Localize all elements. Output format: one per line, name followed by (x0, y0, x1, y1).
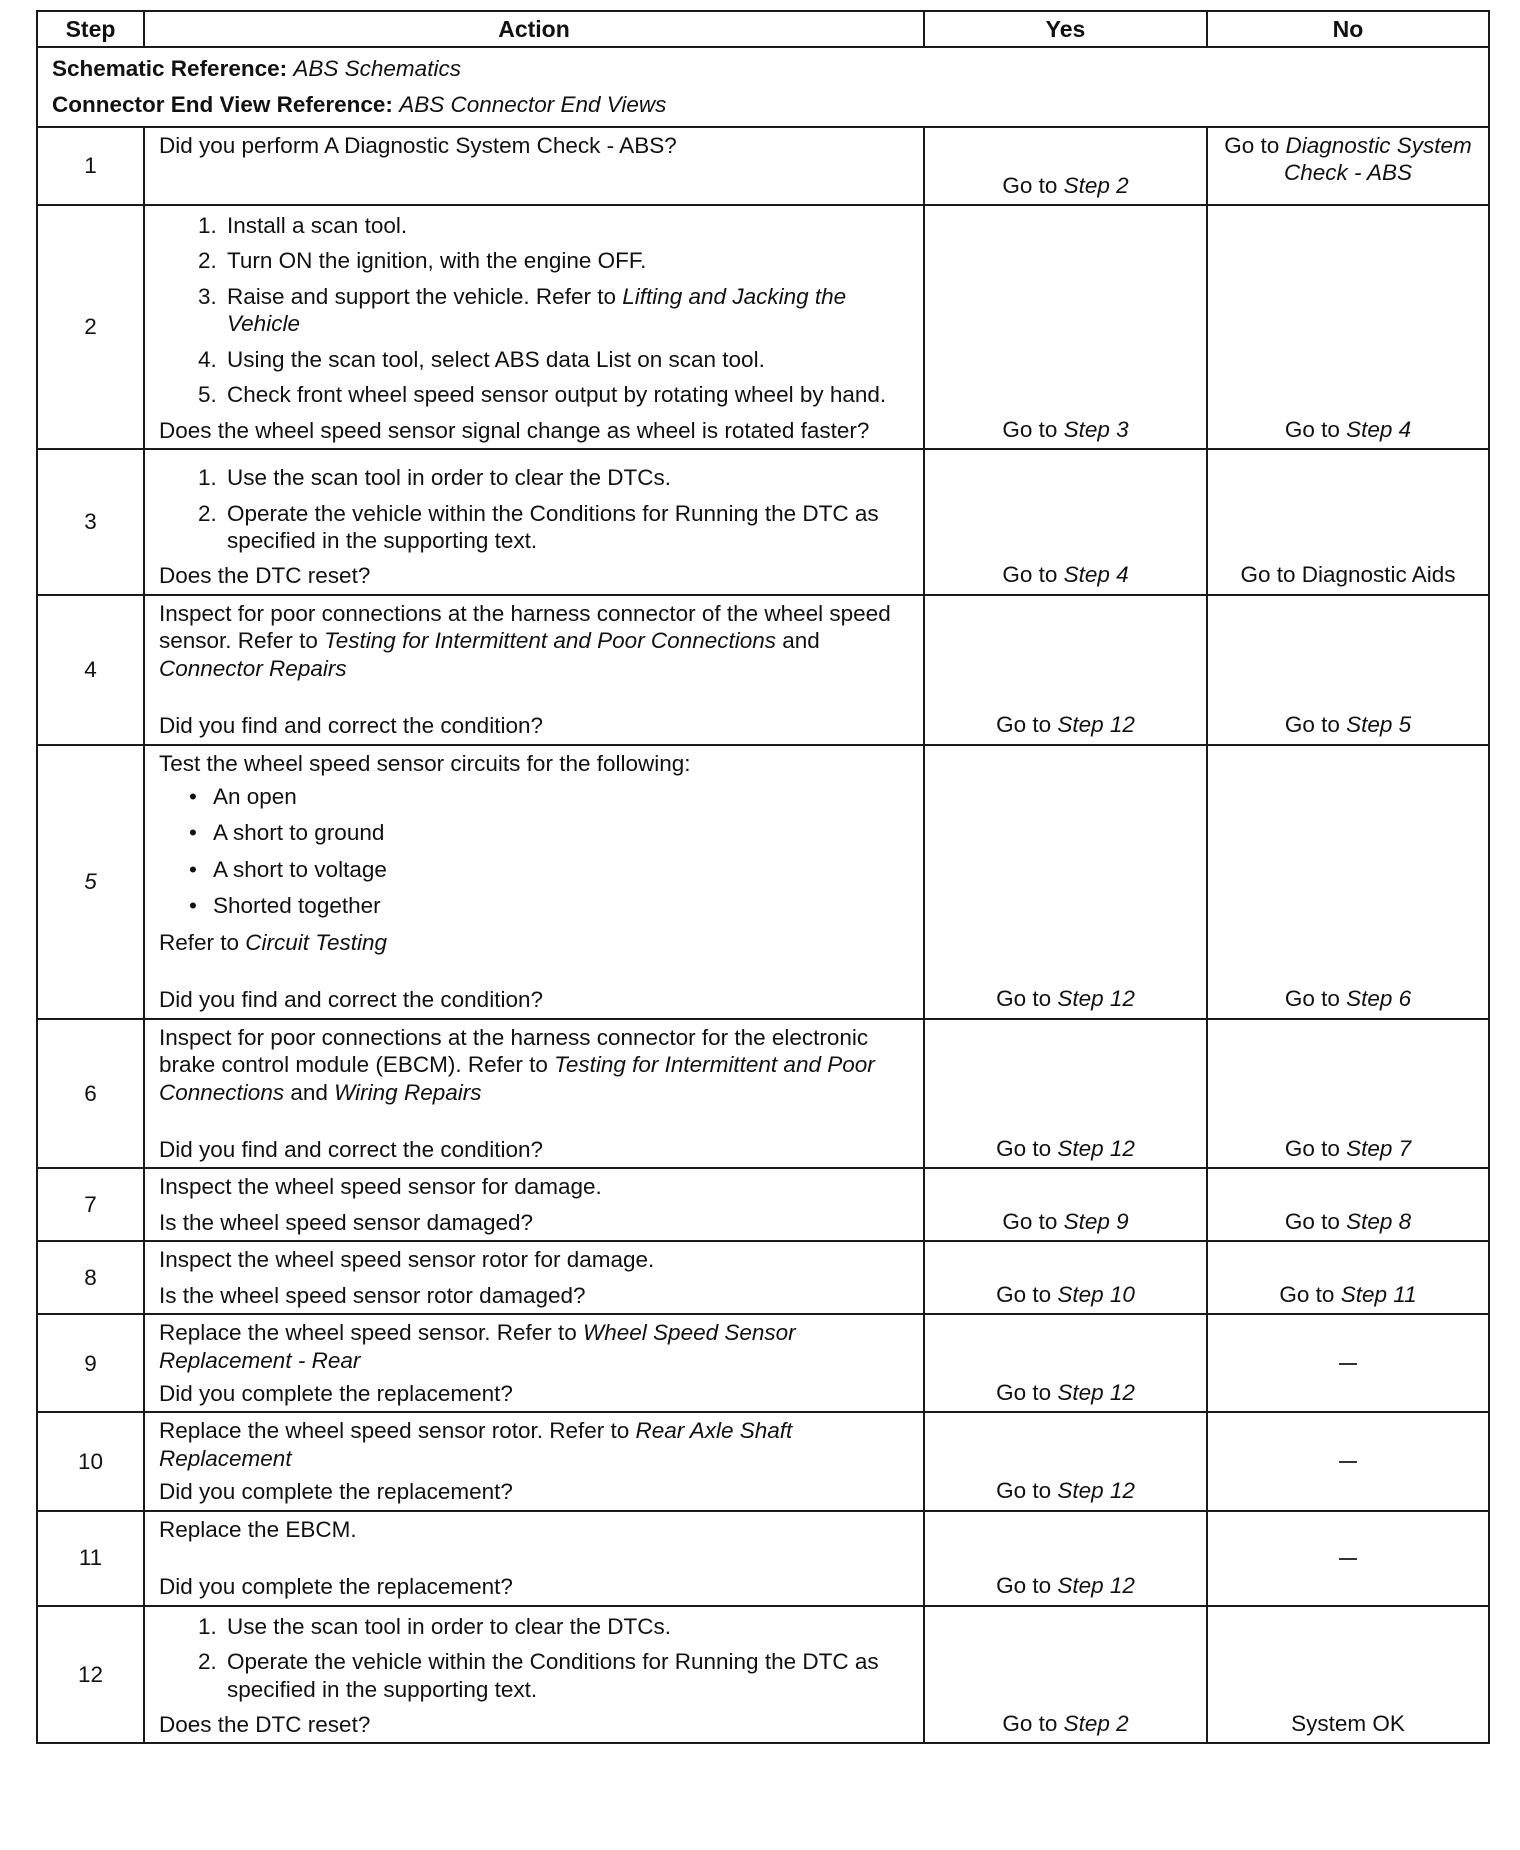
step-number: 11 (37, 1511, 144, 1606)
table-row (37, 1241, 1489, 1314)
header-row (37, 11, 1489, 47)
refer-prefix: Refer to (159, 929, 246, 955)
connector-reference (52, 87, 1474, 123)
schematic-reference-link[interactable]: ABS Schematics (293, 56, 461, 81)
bullet-icon: • (189, 820, 197, 846)
yes-cell (924, 127, 1207, 205)
yes-cell (924, 595, 1207, 745)
action-instruction (159, 1024, 909, 1106)
list-item (223, 283, 909, 338)
no-prefix: Go to (1284, 1135, 1347, 1161)
yes-cell (924, 1412, 1207, 1510)
yes-link[interactable]: Step 12 (1057, 1380, 1135, 1405)
step-number: 3 (37, 449, 144, 595)
yes-prefix: Go to (996, 1281, 1058, 1307)
no-cell (1207, 127, 1489, 205)
action-instruction (159, 600, 909, 682)
action-question: Does the wheel speed sensor signal change as wheel is rotated faster? (159, 417, 870, 443)
no-link[interactable]: Step 6 (1346, 986, 1412, 1012)
action-instruction: Test the wheel speed sensor circuits for the following: (159, 750, 691, 776)
action-instruction: Inspect the wheel speed sensor rotor for damage. (159, 1247, 655, 1273)
no-prefix: Go to (1224, 133, 1286, 158)
not-applicable-dash (1339, 1363, 1357, 1365)
testing-intermittent-link[interactable]: Testing for Intermittent and Poor Connections (324, 628, 777, 654)
table-row (37, 449, 1489, 595)
condition-list (159, 783, 909, 920)
circuit-testing-link[interactable]: Circuit Testing (245, 929, 388, 955)
yes-link[interactable]: Step 12 (1057, 1135, 1135, 1161)
instruction-text: and (284, 1079, 335, 1105)
no-cell (1207, 1606, 1489, 1744)
header-no: No (1207, 11, 1489, 47)
connector-repairs-link[interactable]: Connector Repairs (159, 655, 347, 681)
header-step: Step (37, 11, 144, 47)
no-prefix: Go to (1284, 986, 1347, 1012)
yes-prefix: Go to (1002, 1208, 1064, 1234)
action-cell (144, 1511, 924, 1606)
yes-link[interactable]: Step 2 (1063, 172, 1129, 198)
list-item-text: A short to voltage (213, 856, 387, 882)
action-cell (144, 1314, 924, 1412)
diagnostic-table (36, 10, 1490, 1744)
action-instruction: Replace the EBCM. (159, 1516, 357, 1542)
list-item: 2. Operate the vehicle within the Conditions for Running the DTC as specified in the supporting text. (223, 1648, 909, 1703)
step-number: 9 (37, 1314, 144, 1412)
action-cell (144, 1606, 924, 1744)
action-question: Is the wheel speed sensor damaged? (159, 1209, 533, 1235)
yes-prefix: Go to (1002, 1710, 1064, 1736)
action-cell (144, 205, 924, 449)
yes-prefix: Go to (996, 1573, 1058, 1599)
no-cell (1207, 1241, 1489, 1314)
no-cell (1207, 1168, 1489, 1241)
no-link[interactable]: Step 8 (1346, 1208, 1412, 1234)
step-number: 4 (37, 595, 144, 745)
no-link[interactable]: Step 7 (1346, 1135, 1412, 1161)
reference-row (37, 47, 1489, 127)
yes-prefix: Go to (1002, 562, 1064, 588)
yes-prefix: Go to (996, 1135, 1058, 1161)
table-row (37, 127, 1489, 205)
schematic-reference-label: Schematic Reference: (52, 56, 288, 81)
yes-link[interactable]: Step 3 (1063, 416, 1129, 442)
yes-link[interactable]: Step 12 (1057, 1478, 1135, 1504)
yes-cell (924, 205, 1207, 449)
no-link[interactable]: Step 4 (1346, 416, 1412, 442)
no-cell (1207, 1511, 1489, 1606)
no-prefix: Go to (1284, 1208, 1347, 1234)
yes-prefix: Go to (996, 712, 1058, 738)
table-row (37, 1168, 1489, 1241)
action-question: Did you find and correct the condition? (159, 1136, 543, 1162)
refer-line (159, 929, 909, 956)
list-item (189, 783, 909, 810)
instruction-list (159, 1613, 909, 1703)
connector-reference-link[interactable]: ABS Connector End Views (399, 92, 667, 117)
list-item (189, 856, 909, 883)
table-row (37, 205, 1489, 449)
action-cell (144, 127, 924, 205)
action-cell (144, 1412, 924, 1510)
table-row (37, 1412, 1489, 1510)
action-cell (144, 745, 924, 1019)
list-item-text: Raise and support the vehicle. Refer to (227, 283, 623, 309)
list-item-text: A short to ground (213, 820, 385, 846)
list-item-text: Shorted together (213, 893, 381, 919)
action-question: Does the DTC reset? (159, 1711, 371, 1737)
yes-link[interactable]: Step 2 (1063, 1710, 1129, 1736)
step-number: 7 (37, 1168, 144, 1241)
yes-cell (924, 1314, 1207, 1412)
yes-link[interactable]: Step 12 (1057, 1573, 1135, 1599)
step-number: 6 (37, 1019, 144, 1169)
step-number: 10 (37, 1412, 144, 1510)
list-item (189, 819, 909, 846)
step-number: 8 (37, 1241, 144, 1314)
bullet-icon: • (189, 784, 197, 809)
action-cell (144, 449, 924, 595)
bullet-icon: • (189, 893, 197, 919)
table-row (37, 745, 1489, 1019)
no-cell (1207, 595, 1489, 745)
no-prefix: Go to (1284, 416, 1347, 442)
no-link[interactable]: System OK (1291, 1710, 1405, 1736)
table-row (37, 1314, 1489, 1412)
no-cell (1207, 205, 1489, 449)
list-item (189, 892, 909, 919)
yes-cell (924, 1606, 1207, 1744)
no-link[interactable]: Diagnostic System Check - ABS (1284, 133, 1472, 186)
table-row (37, 1511, 1489, 1606)
lifting-jacking-link[interactable]: Lifting and Jacking the Vehicle (227, 283, 847, 337)
yes-cell (924, 1511, 1207, 1606)
schematic-reference (52, 51, 1474, 87)
step-number: 12 (37, 1606, 144, 1744)
instruction-text: Replace the wheel speed sensor. Refer to (159, 1320, 584, 1346)
list-item: 4. Using the scan tool, select ABS data List on scan tool. (223, 346, 909, 373)
yes-prefix: Go to (996, 1380, 1058, 1405)
no-prefix: Go to (1284, 712, 1347, 738)
wiring-repairs-link[interactable]: Wiring Repairs (334, 1079, 482, 1105)
instruction-text: Inspect for poor connections at the harness connector of the wheel speed sensor. Refer to (159, 600, 891, 654)
list-item-text: An open (213, 784, 297, 809)
yes-cell (924, 1019, 1207, 1169)
no-link[interactable]: Step 5 (1346, 712, 1412, 738)
no-cell (1207, 449, 1489, 595)
action-cell (144, 595, 924, 745)
testing-intermittent-link[interactable]: Testing for Intermittent and Poor Connections (159, 1052, 875, 1105)
yes-link[interactable]: Step 4 (1063, 562, 1129, 588)
table-row (37, 595, 1489, 745)
list-item: 1. Use the scan tool in order to clear the DTCs. (223, 1613, 909, 1640)
instruction-text: Replace the wheel speed sensor rotor. Refer to (159, 1418, 636, 1444)
references-cell (37, 47, 1489, 127)
step-number: 5 (37, 745, 144, 1019)
table-row (37, 1019, 1489, 1169)
action-question: Did you find and correct the condition? (159, 987, 543, 1013)
yes-link[interactable]: Step 12 (1057, 986, 1135, 1012)
action-instruction (159, 1417, 909, 1472)
list-item: 1. Install a scan tool. (223, 212, 909, 239)
header-yes: Yes (924, 11, 1207, 47)
action-cell (144, 1168, 924, 1241)
yes-link[interactable]: Step 9 (1063, 1208, 1129, 1234)
wss-replacement-link[interactable]: Wheel Speed Sensor Replacement - Rear (159, 1320, 796, 1373)
instruction-list (159, 464, 909, 554)
yes-link[interactable]: Step 10 (1057, 1281, 1135, 1307)
action-instruction (159, 1319, 909, 1374)
yes-prefix: Go to (1002, 172, 1064, 198)
instruction-text: Inspect for poor connections at the harness connector for the electronic brake control module (EBCM). Refer to (159, 1024, 869, 1078)
list-item: 5. Check front wheel speed sensor output by rotating wheel by hand. (223, 381, 909, 408)
not-applicable-dash (1339, 1558, 1357, 1560)
action-question: Did you perform A Diagnostic System Check - ABS? (159, 133, 677, 158)
no-cell (1207, 745, 1489, 1019)
diagnostic-table-page (36, 10, 1488, 1744)
yes-prefix: Go to (996, 1478, 1058, 1504)
action-cell (144, 1019, 924, 1169)
action-question: Did you complete the replacement? (159, 1381, 513, 1406)
yes-prefix: Go to (1002, 416, 1064, 442)
action-question: Did you complete the replacement? (159, 1479, 513, 1505)
yes-cell (924, 449, 1207, 595)
yes-link[interactable]: Step 12 (1057, 712, 1135, 738)
list-item: 1. Use the scan tool in order to clear the DTCs. (223, 464, 909, 491)
step-number: 1 (37, 127, 144, 205)
yes-cell (924, 1168, 1207, 1241)
yes-cell (924, 1241, 1207, 1314)
instruction-text: and (776, 628, 820, 654)
action-question: Does the DTC reset? (159, 563, 371, 589)
connector-reference-label: Connector End View Reference: (52, 92, 393, 117)
action-question: Is the wheel speed sensor rotor damaged? (159, 1282, 586, 1308)
table-row (37, 1606, 1489, 1744)
axle-shaft-replacement-link[interactable]: Rear Axle Shaft Replacement (159, 1418, 793, 1471)
no-link[interactable]: Go to Diagnostic Aids (1240, 562, 1456, 588)
action-instruction: Inspect the wheel speed sensor for damage. (159, 1174, 602, 1200)
not-applicable-dash (1339, 1461, 1357, 1463)
list-item: 2. Operate the vehicle within the Conditions for Running the DTC as specified in the supporting text. (223, 500, 909, 555)
action-cell (144, 1241, 924, 1314)
bullet-icon: • (189, 856, 197, 882)
no-cell (1207, 1412, 1489, 1510)
action-question: Did you complete the replacement? (159, 1574, 513, 1600)
yes-cell (924, 745, 1207, 1019)
action-question: Did you find and correct the condition? (159, 713, 543, 739)
step-number: 2 (37, 205, 144, 449)
yes-prefix: Go to (996, 986, 1058, 1012)
no-cell (1207, 1019, 1489, 1169)
no-cell (1207, 1314, 1489, 1412)
no-prefix: Go to (1279, 1281, 1341, 1307)
list-item: 2. Turn ON the ignition, with the engine OFF. (223, 247, 909, 274)
header-action: Action (144, 11, 924, 47)
no-link[interactable]: Step 11 (1340, 1281, 1417, 1307)
instruction-list (159, 212, 909, 409)
